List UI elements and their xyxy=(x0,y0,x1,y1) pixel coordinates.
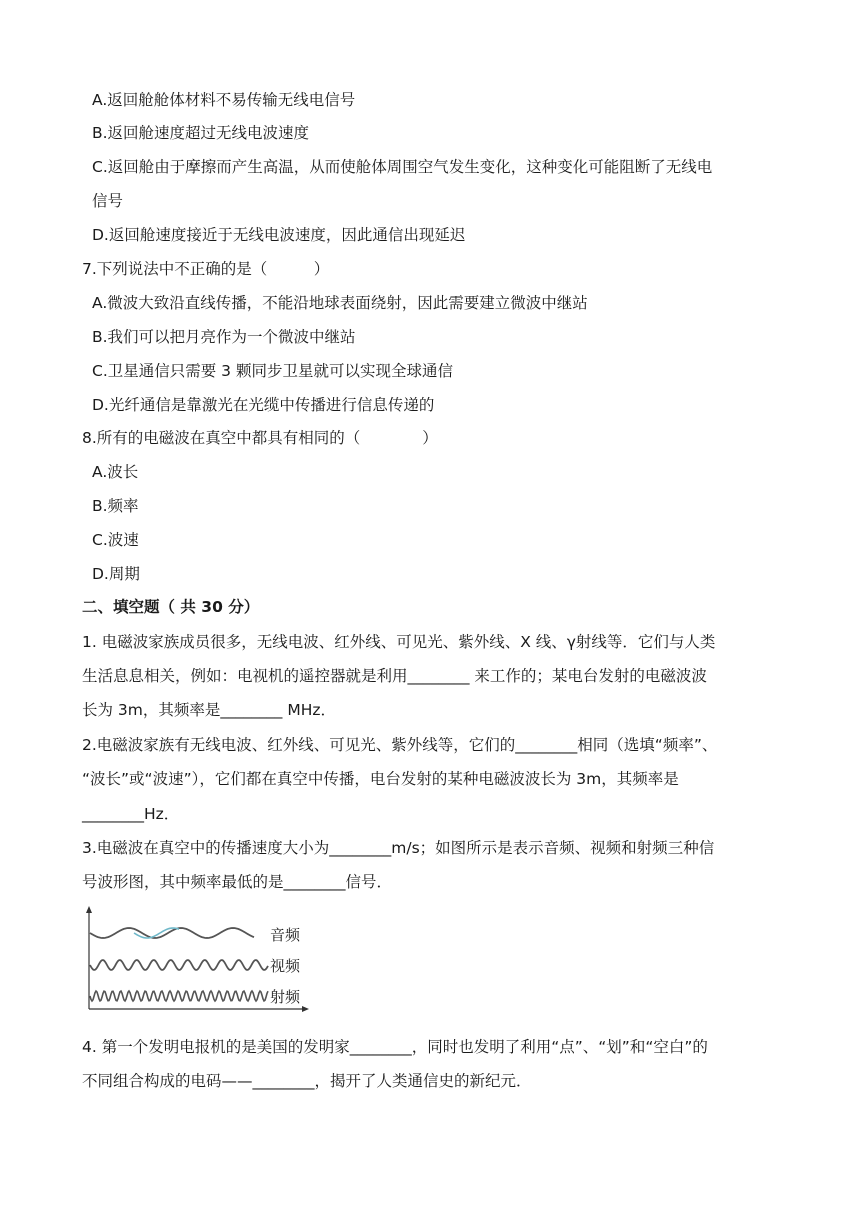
q6-option-b: B.返回舱速度超过无线电波速度 xyxy=(92,124,310,142)
q6-option-c-cont: 信号 xyxy=(92,192,124,210)
q7-option-a: A.微波大致沿直线传播，不能沿地球表面绕射，因此需要建立微波中继站 xyxy=(92,294,588,312)
q7-stem: 7.下列说法中不正确的是（ ） xyxy=(82,260,330,278)
q8-option-a: A.波长 xyxy=(92,463,139,481)
q8-option-b: B.频率 xyxy=(92,497,139,515)
fill4-line1: 4. 第一个发明电报机的是美国的发明家________，同时也发明了利用“点”、“划”和“空白”的 xyxy=(82,1038,708,1056)
fill2-line1: 2.电磁波家族有无线电波、红外线、可见光、紫外线等，它们的________相同（选填“频率”、 xyxy=(82,736,718,754)
section-fill-in-title: 二、填空题（ 共 30 分） xyxy=(82,598,260,616)
radio-label: 射频 xyxy=(270,988,301,1006)
q8-stem: 8.所有的电磁波在真空中都具有相同的（ ） xyxy=(82,429,438,447)
fill2-line2: “波长”或“波速”），它们都在真空中传播，电台发射的某种电磁波波长为 3m，其频率是 xyxy=(82,770,679,788)
fill3-line2: 号波形图，其中频率最低的是________信号． xyxy=(82,873,393,891)
q6-option-d: D.返回舱速度接近于无线电波速度，因此通信出现延迟 xyxy=(92,226,466,244)
video-label: 视频 xyxy=(270,957,301,975)
q6-option-c: C.返回舱由于摩擦而产生高温，从而使舱体周围空气发生变化，这种变化可能阻断了无线电 xyxy=(92,158,713,176)
fill1-line3: 长为 3m，其频率是________ MHz． xyxy=(82,701,336,719)
waveform-figure xyxy=(84,905,316,1015)
y-axis-arrow xyxy=(86,906,92,913)
fill1-line1: 1. 电磁波家族成员很多，无线电波、红外线、可见光、紫外线、X 线、γ射线等．它们与人类 xyxy=(82,633,716,651)
q6-option-a: A.返回舱舱体材料不易传输无线电信号 xyxy=(92,91,356,109)
x-axis-arrow xyxy=(302,1006,309,1012)
audio-wave xyxy=(90,928,254,938)
q7-option-b: B.我们可以把月亮作为一个微波中继站 xyxy=(92,328,356,346)
q8-option-d: D.周期 xyxy=(92,565,140,583)
video-wave xyxy=(90,960,268,970)
q7-option-d: D.光纤通信是靠激光在光缆中传播进行信息传递的 xyxy=(92,396,435,414)
audio-label: 音频 xyxy=(270,926,301,944)
fill2-line3: ________Hz． xyxy=(82,805,180,823)
q8-option-c: C.波速 xyxy=(92,531,139,549)
fill3-line1: 3.电磁波在真空中的传播速度大小为________m/s；如图所示是表示音频、视频和射频三种信 xyxy=(82,839,715,857)
q7-option-c: C.卫星通信只需要 3 颗同步卫星就可以实现全球通信 xyxy=(92,362,453,380)
radio-wave xyxy=(90,991,268,1001)
fill4-line2: 不同组合构成的电码——________，揭开了人类通信史的新纪元． xyxy=(82,1072,532,1090)
fill1-line2: 生活息息相关，例如：电视机的遥控器就是利用________ 来工作的；某电台发射的电磁波波 xyxy=(82,667,707,685)
